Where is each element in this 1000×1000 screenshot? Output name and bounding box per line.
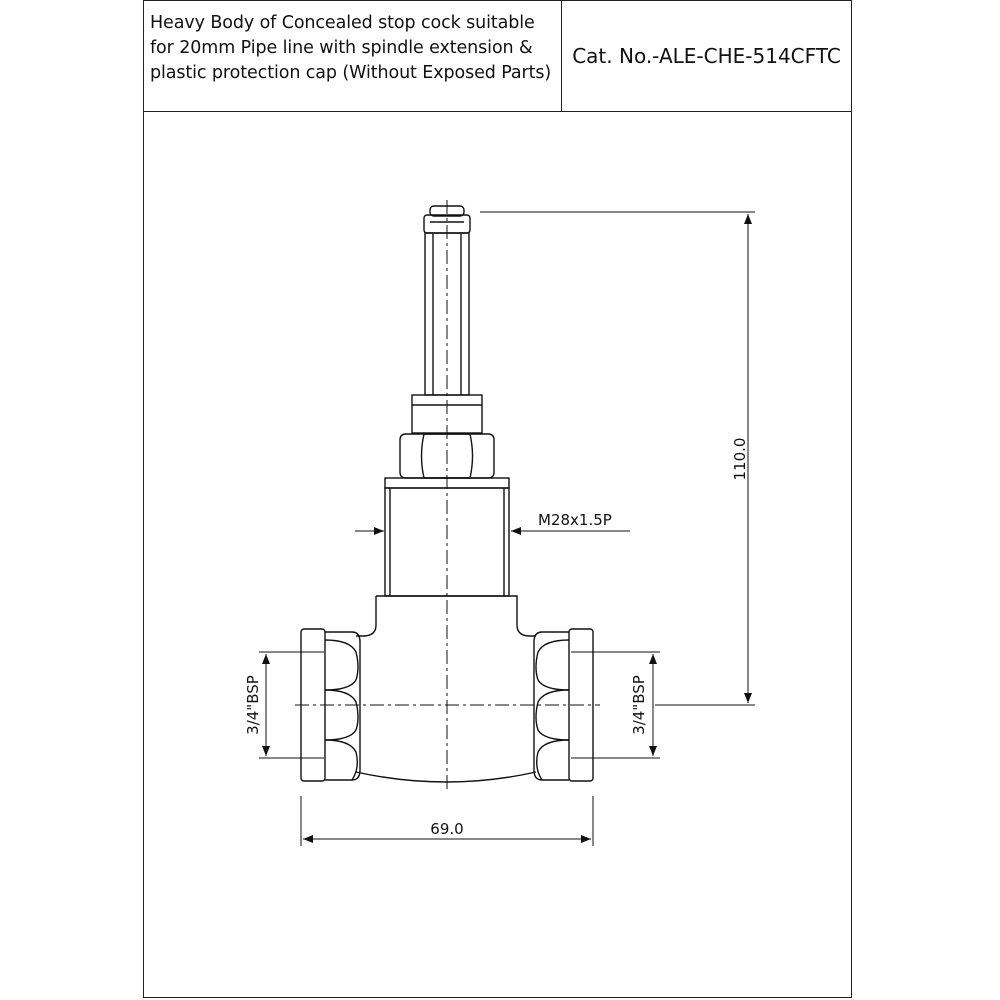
- centerlines: [295, 200, 600, 790]
- right-bsp-label: 3/4"BSP: [630, 675, 648, 735]
- left-bsp-dimension: [244, 652, 324, 758]
- product-description: Heavy Body of Concealed stop cock suitable for 20mm Pipe line with spindle extension & plastic protection cap (Without Exposed Parts): [144, 1, 562, 111]
- thread-label: M28x1.5P: [538, 511, 612, 529]
- thread-dimension: [355, 511, 630, 531]
- height-label: 110.0: [731, 437, 749, 481]
- right-bsp-dimension: [571, 652, 660, 758]
- valve-body: [356, 596, 536, 782]
- catalog-number: Cat. No.-ALE-CHE-514CFTC: [572, 44, 841, 68]
- width-dimension: [301, 796, 593, 846]
- height-dimension: [480, 212, 755, 705]
- width-label: 69.0: [430, 820, 464, 838]
- left-bsp-label: 3/4"BSP: [244, 675, 262, 735]
